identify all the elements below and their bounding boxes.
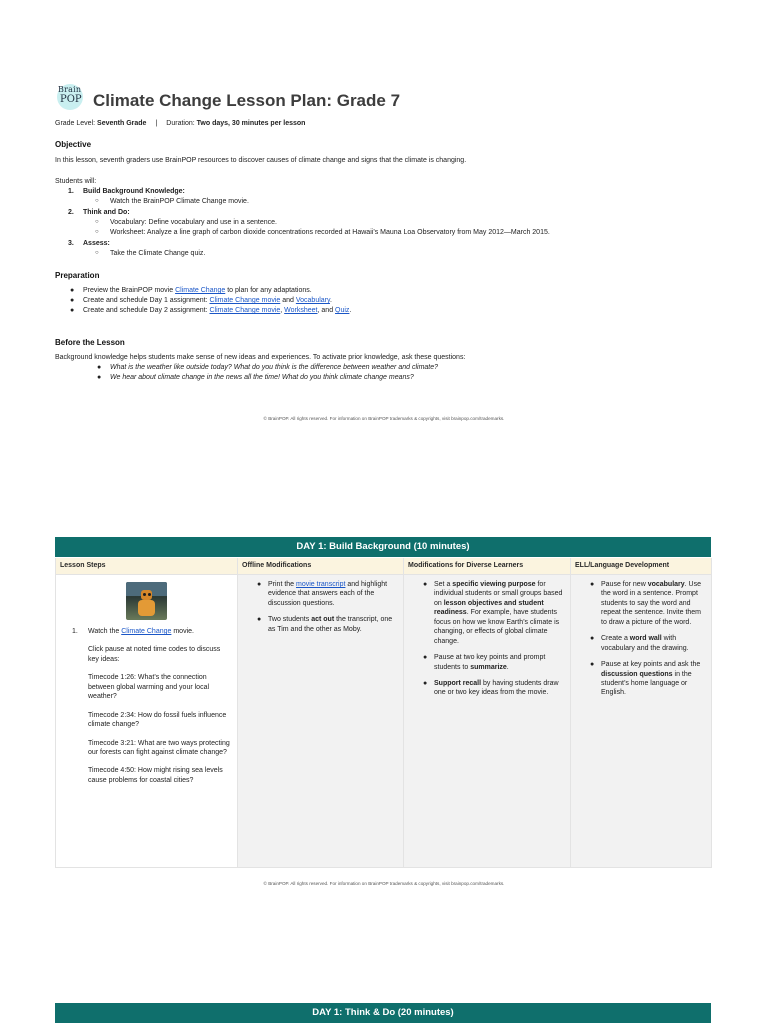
- day1-lesson-table: [55, 558, 712, 868]
- before-lesson-heading: Before the Lesson: [55, 338, 125, 347]
- worksheet-link[interactable]: Worksheet: [284, 307, 318, 314]
- brainpop-logo: Brain POP: [57, 84, 85, 110]
- diverse-learners-column: [404, 558, 571, 867]
- day1-think-do-header: DAY 1: Think & Do (20 minutes): [55, 1003, 711, 1023]
- objective-heading: Objective: [55, 140, 92, 149]
- list-item: ● Print the movie transcript and highlight evidence that answers each of the discussion questions.: [257, 581, 388, 607]
- lesson-steps-column: Lesson Steps 1. Watch the Climate Change movie. Click pause at noted time codes to discuss key ideas: Timecode 1:26: What’s the connection between global warming and your local weather? Timecode 2:34: How do fossil fuels influence climate change? Timecode 3:21: What are two ways protecting our forests can fight against climate change? Timecode 4:50: How might rising sea levels cause problems for coastal cities?: [56, 558, 238, 867]
- list-item: ● Support recall by having students draw one or two key ideas from the movie.: [423, 679, 559, 697]
- column-header: Modifications for Diverse Learners: [404, 558, 570, 575]
- students-will-label: Students will:: [55, 178, 97, 185]
- before-lesson-text: Background knowledge helps students make sense of new ideas and experiences. To activate prior knowledge, ask these questions:: [55, 354, 466, 361]
- offline-modifications-column: [238, 558, 404, 867]
- list-item: ● Set a specific viewing purpose for individual students or small groups based on lesson objectives and student readiness. For example, have students focus on how we know Earth’s climate is changing, or effects of global climate change.: [423, 581, 563, 645]
- vocabulary-link[interactable]: Vocabulary: [295, 297, 330, 304]
- copyright-footer: © BrainPOP. All rights reserved. For information on BrainPOP trademarks & copyrights, visit brainpop.com/trademarks.: [263, 881, 505, 886]
- copyright-footer: © BrainPOP. All rights reserved. For information on BrainPOP trademarks & copyrights, visit brainpop.com/trademarks.: [263, 416, 505, 421]
- day1-movie-link[interactable]: Climate Change movie: [209, 297, 281, 304]
- lesson-meta: Grade Level: Seventh Grade | Duration: Two days, 30 minutes per lesson: [55, 120, 306, 127]
- page-title: Climate Change Lesson Plan: Grade 7: [93, 91, 401, 110]
- list-item: ● Create a word wall with vocabulary and the drawing.: [590, 635, 689, 652]
- column-header: Offline Modifications: [238, 558, 403, 575]
- day1-build-background-header: DAY 1: Build Background (10 minutes): [55, 537, 711, 557]
- list-item: ● Pause at key points and ask the discussion questions in the student’s home language or English.: [590, 661, 701, 697]
- climate-change-link[interactable]: Climate Change: [175, 287, 226, 294]
- list-item: ● Two students act out the transcript, one as Tim and the other as Moby.: [257, 616, 393, 633]
- quiz-link[interactable]: Quiz: [335, 307, 350, 314]
- movie-transcript-link[interactable]: movie transcript: [296, 581, 346, 588]
- preparation-heading: Preparation: [55, 271, 100, 280]
- climate-change-movie-link[interactable]: Climate Change: [121, 628, 172, 635]
- list-item: ● Pause at two key points and prompt students to summarize.: [423, 654, 546, 671]
- column-header: Lesson Steps: [56, 558, 237, 575]
- list-item: ● Pause for new vocabulary. Use the word in a sentence. Prompt students to say the word and repeat the sentence. Invite them to draw a picture of the word.: [590, 581, 702, 626]
- column-header: ELL/Language Development: [571, 558, 711, 575]
- ell-language-column: [571, 558, 712, 867]
- day2-movie-link[interactable]: Climate Change movie: [209, 307, 281, 314]
- movie-thumbnail[interactable]: [126, 582, 167, 620]
- objective-text: In this lesson, seventh graders use BrainPOP resources to discover causes of climate change and signs that the climate is changing.: [55, 157, 467, 164]
